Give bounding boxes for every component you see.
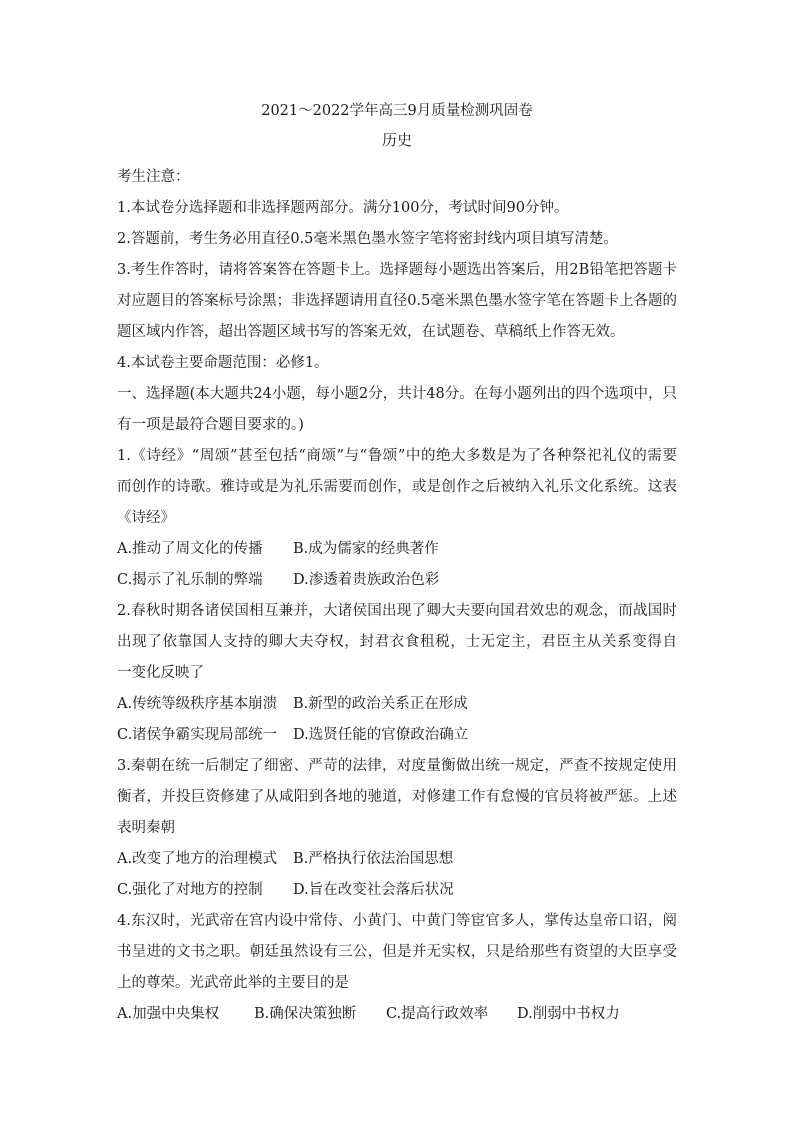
option-a: A.推动了周文化的传播 xyxy=(117,541,263,557)
exam-title: 2021～2022学年高三9月质量检测巩固卷 xyxy=(261,103,533,119)
option-b: B.成为儒家的经典著作 xyxy=(293,541,439,557)
question-stem-line: 衡者，并投巨资修建了从咸阳到各地的驰道，对修建工作有怠慢的官员将被严惩。上述 xyxy=(117,789,677,805)
subject-title: 历史 xyxy=(381,131,412,149)
section-heading: 一、选择题(本大题共24小题，每小题2分，共计48分。在每小题列出的四个选项中，只 xyxy=(117,386,677,402)
notice-item: 2.答题前，考生务必用直径0.5毫米黑色墨水签字笔将密封线内项目填写清楚。 xyxy=(117,231,618,247)
option-d: D.旨在改变社会落后状况 xyxy=(293,882,454,898)
question-4 xyxy=(117,906,677,1030)
question-stem-line: 2.春秋时期各诸侯国相互兼并，大诸侯国出现了卿大夫要向国君效忠的观念，而战国时 xyxy=(117,603,677,619)
option-b: B.确保决策独断 xyxy=(254,1006,357,1022)
notice-item: 1.本试卷分选择题和非选择题两部分。满分100分，考试时间90分钟。 xyxy=(117,200,569,216)
option-c: C.强化了对地方的控制 xyxy=(117,882,263,898)
notice-item: 3.考生作答时，请将答案答在答题卡上。选择题每小题选出答案后，用2B铅笔把答题卡 xyxy=(117,262,677,278)
option-row xyxy=(117,534,677,565)
option-c: C.提高行政效率 xyxy=(386,1006,489,1022)
question-2 xyxy=(117,596,677,751)
option-row xyxy=(117,875,677,906)
question-stem-line: 书呈进的文书之职。朝廷虽然设有三公，但是并无实权，只是给那些有资望的大臣享受 xyxy=(117,944,677,960)
question-stem-line: 1.《诗经》“周颂”甚至包括“商颂”与“鲁颂”中的绝大多数是为了各种祭祀礼仪的需要 xyxy=(117,448,677,464)
question-stem-line: 而创作的诗歌。雅诗或是为礼乐需要而创作，或是创作之后被纳入礼乐文化系统。这表 xyxy=(117,479,677,495)
option-c: C.揭示了礼乐制的弊端 xyxy=(117,572,263,588)
option-row xyxy=(117,689,677,720)
notice-item: 对应题目的答案标号涂黑；非选择题请用直径0.5毫米黑色墨水签字笔在答题卡上各题的 xyxy=(117,293,677,309)
option-c: C.诸侯争霸实现局部统一 xyxy=(117,727,278,743)
question-stem-line: 4.东汉时，光武帝在宫内设中常侍、小黄门、中黄门等宦官多人，掌传达皇帝口诏，阅 xyxy=(117,913,677,929)
question-stem-line: 《诗经》 xyxy=(117,510,175,526)
question-stem-line: 一变化反映了 xyxy=(117,665,204,681)
section-heading: 有一项是最符合题目要求的。) xyxy=(117,417,304,433)
notice-item: 题区域内作答，超出答题区域书写的答案无效，在试题卷、草稿纸上作答无效。 xyxy=(117,324,625,340)
option-a: A.改变了地方的治理模式 xyxy=(117,851,278,867)
question-stem-line: 表明秦朝 xyxy=(117,820,175,836)
question-stem-line: 上的尊荣。光武帝此举的主要目的是 xyxy=(117,975,349,991)
option-row xyxy=(117,565,677,596)
option-d: D.选贤任能的官僚政治确立 xyxy=(293,727,469,743)
option-b: B.严格执行依法治国思想 xyxy=(293,851,454,867)
option-a: A.加强中央集权 xyxy=(117,1006,220,1022)
option-d: D.渗透着贵族政治色彩 xyxy=(293,572,440,588)
option-d: D.削弱中书权力 xyxy=(517,1006,620,1022)
option-row xyxy=(117,844,677,875)
notice-heading: 考生注意： xyxy=(117,169,190,185)
question-1 xyxy=(117,441,677,596)
notice-item: 4.本试卷主要命题范围：必修1。 xyxy=(117,355,329,371)
question-3 xyxy=(117,751,677,906)
question-stem-line: 3.秦朝在统一后制定了细密、严苛的法律，对度量衡做出统一规定，严查不按规定使用 xyxy=(117,758,677,774)
exam-body xyxy=(117,162,677,1030)
question-stem-line: 出现了依靠国人支持的卿大夫夺权，封君衣食租税，士无定主，君臣主从关系变得自 xyxy=(117,634,677,650)
option-row xyxy=(117,999,677,1030)
option-a: A.传统等级秩序基本崩溃 xyxy=(117,696,278,712)
option-row xyxy=(117,720,677,751)
option-b: B.新型的政治关系正在形成 xyxy=(293,696,468,712)
